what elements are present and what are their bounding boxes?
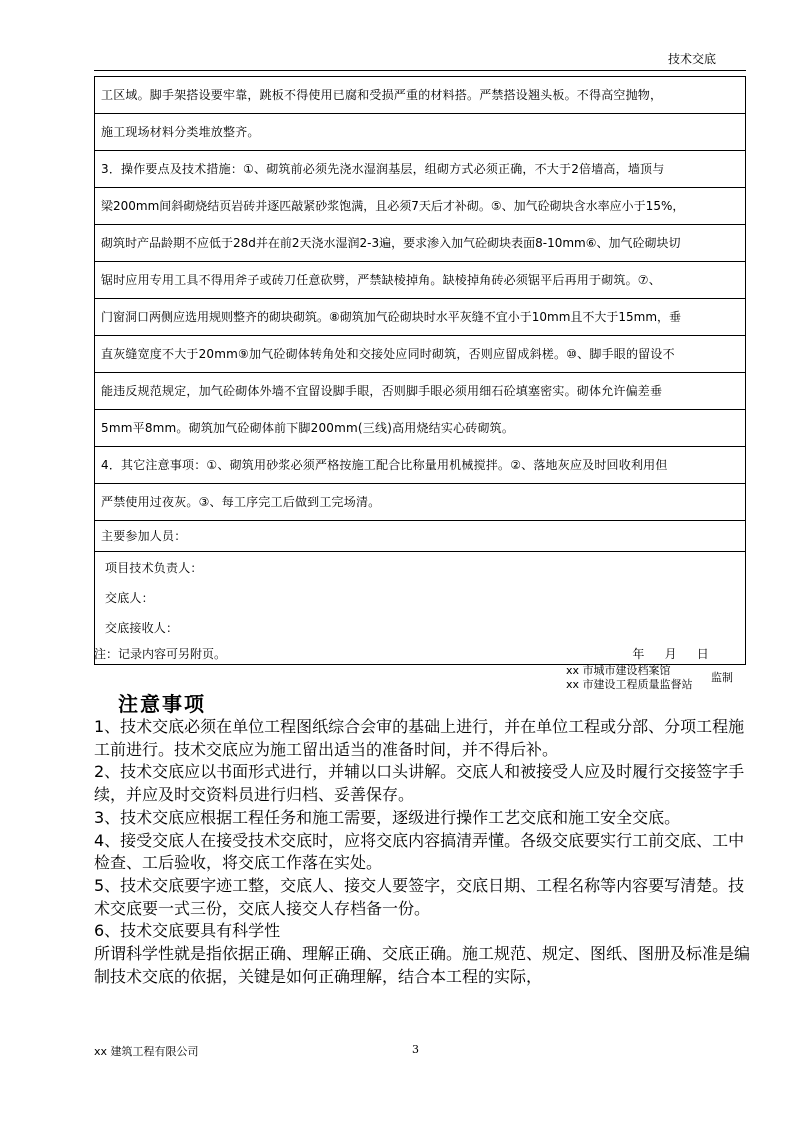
attention-paragraph: 4、接受交底人在接受技术交底时，应将交底内容搞清弄懂。各级交底要实行工前交底、工中检查、工后验收，将交底工作落在实处。 (94, 830, 745, 873)
table-row: 门窗洞口两侧应选用规则整齐的砌块砌筑。⑧砌筑加气砼砌块时水平灰缝不宜小于10mm且不大于15mm，垂 (95, 299, 746, 336)
supervisor-archive: xx 市城市建设档案馆 (566, 664, 671, 677)
disclosure-table (94, 76, 746, 665)
attention-title: 注意事项 (118, 692, 206, 716)
page-number: 3 (412, 1043, 419, 1056)
tech-lead-label: 项目技术负责人： (105, 561, 203, 575)
table-row: 严禁使用过夜灰。③、每工序完工后做到工完场清。 (95, 484, 746, 521)
header-rule (94, 70, 746, 71)
table-row: 施工现场材料分类堆放整齐。 (95, 114, 746, 151)
table-row: 锯时应用专用工具不得用斧子或砖刀任意砍劈，严禁缺棱掉角。缺棱掉角砖必须锯平后再用于砌筑。⑦、 (95, 262, 746, 299)
receiver-label: 交底接收人： (105, 621, 179, 635)
supervision-suffix: 监制 (711, 671, 733, 684)
table-row: 能违反规范规定，加气砼砌体外墙不宜留设脚手眼，否则脚手眼必须用细石砼填塞密实。砌体允许偏差垂 (95, 373, 746, 410)
participants-label: 主要参加人员： (95, 521, 746, 552)
table-row: 砌筑时产品龄期不应低于28d并在前2天浇水湿润2-3遍，要求渗入加气砼砌块表面8-10mm⑥、加气砼砌块切 (95, 225, 746, 262)
table-row: 3．操作要点及技术措施：①、砌筑前必须先浇水湿润基层，组砌方式必须正确，不大于2倍墙高，墙顶与 (95, 151, 746, 188)
sign-date: 年 月 日 (632, 647, 709, 661)
table-row: 工区域。脚手架搭设要牢靠，跳板不得使用已腐和受损严重的材料搭。严禁搭设翘头板。不得高空抛物， (95, 77, 746, 114)
attention-paragraph: 所谓科学性就是指依据正确、理解正确、交底正确。施工规范、规定、图纸、图册及标准是编制技术交底的依据，关键是如何正确理解，结合本工程的实际， (94, 944, 751, 986)
attention-paragraph: 2、技术交底应以书面形式进行，并辅以口头讲解。交底人和被接受人应及时履行交接签字手续，并应及时交资料员进行归档、妥善保存。 (94, 762, 745, 805)
attention-paragraph: 1、技术交底必须在单位工程图纸综合会审的基础上进行，并在单位工程或分部、分项工程施工前进行。技术交底应为施工留出适当的准备时间，并不得后补。 (94, 717, 745, 759)
table-row: 4．其它注意事项：①、砌筑用砂浆必须严格按施工配合比称量用机械搅拌。②、落地灰应及时回收利用但 (95, 447, 746, 484)
footer-company: xx 建筑工程有限公司 (94, 1045, 199, 1058)
table-row: 梁200mm间斜砌烧结页岩砖并逐匹敲紧砂浆饱满，且必须7天后才补砌。⑤、加气砼砌块含水率应小于15%， (95, 188, 746, 225)
table-row: 直灰缝宽度不大于20mm⑨加气砼砌体转角处和交接处应同时砌筑，否则应留成斜槎。⑩、脚手眼的留设不 (95, 336, 746, 373)
table-row: 5mm平8mm。砌筑加气砼砌体前下脚200mm(三线)高用烧结实心砖砌筑。 (95, 410, 746, 447)
header-label: 技术交底 (667, 52, 716, 66)
record-note: 注：记录内容可另附页。 (94, 647, 227, 661)
supervisor-quality-station: xx 市建设工程质量监督站 (566, 678, 693, 691)
attention-paragraph: 6、技术交底要具有科学性 (94, 921, 281, 941)
discloser-label: 交底人： (105, 591, 154, 605)
attention-paragraph: 3、技术交底应根据工程任务和施工需要，逐级进行操作工艺交底和施工安全交底。 (94, 807, 681, 827)
attention-list (94, 716, 754, 988)
attention-paragraph: 5、技术交底要字迹工整，交底人、接交人要签字，交底日期、工程名称等内容要写清楚。技术交底要一式三份，交底人接交人存档备一份。 (94, 875, 745, 918)
